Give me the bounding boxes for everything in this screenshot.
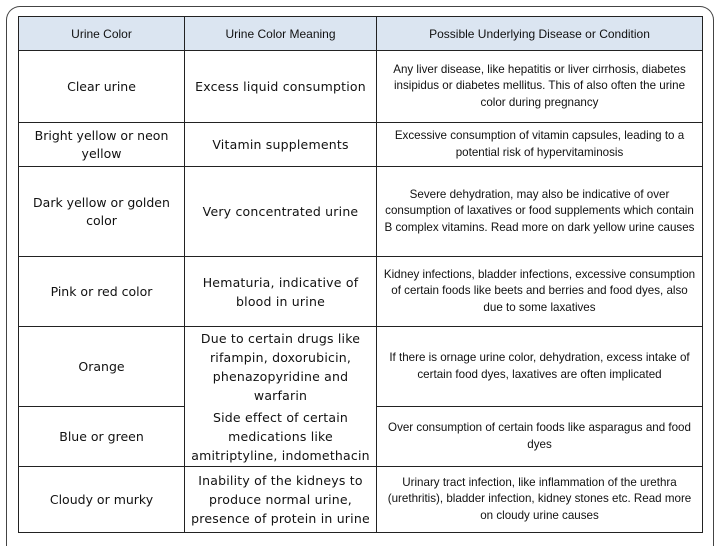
cell-condition: Over consumption of certain foods like asparagus and food dyes: [377, 407, 703, 467]
table-row: [19, 327, 703, 407]
header-urine-color: Urine Color: [19, 17, 185, 51]
header-condition: Possible Underlying Disease or Condition: [377, 17, 703, 51]
cell-color: Blue or green: [19, 407, 185, 467]
cell-condition: Any liver disease, like hepatitis or liver cirrhosis, diabetes insipidus or diabetes mellitus. This of also often the urine color during pregnancy: [377, 51, 703, 123]
cell-color: Bright yellow or neon yellow: [19, 123, 185, 167]
cell-color: Cloudy or murky: [19, 467, 185, 533]
cell-condition: Severe dehydration, may also be indicative of over consumption of laxatives or food supplements which contain B complex vitamins. Read more on dark yellow urine causes: [377, 167, 703, 257]
cell-meaning: Due to certain drugs like rifampin, doxorubicin, phenazopyridine and warfarin: [185, 327, 377, 407]
table-row: [19, 51, 703, 123]
table-row: [19, 257, 703, 327]
cell-color: Clear urine: [19, 51, 185, 123]
cell-condition: Urinary tract infection, like inflammation of the urethra (urethritis), bladder infection, kidney stones etc. Read more on cloudy urine causes: [377, 467, 703, 533]
cell-color: Dark yellow or golden color: [19, 167, 185, 257]
cell-color: Pink or red color: [19, 257, 185, 327]
urine-color-table: [18, 16, 703, 533]
cell-condition: Kidney infections, bladder infections, excessive consumption of certain foods like beets and berries and food dyes, also due to some laxatives: [377, 257, 703, 327]
cell-meaning: Inability of the kidneys to produce normal urine, presence of protein in urine: [185, 467, 377, 533]
table-row: [19, 407, 703, 467]
header-color-meaning: Urine Color Meaning: [185, 17, 377, 51]
cell-condition: If there is ornage urine color, dehydration, excess intake of certain food dyes, laxatives are often implicated: [377, 327, 703, 407]
cell-meaning: Very concentrated urine: [185, 167, 377, 257]
table-row: [19, 123, 703, 167]
header-row: [19, 17, 703, 51]
table-row: [19, 167, 703, 257]
cell-condition: Excessive consumption of vitamin capsules, leading to a potential risk of hypervitaminosis: [377, 123, 703, 167]
cell-meaning: Vitamin supplements: [185, 123, 377, 167]
cell-meaning: Side effect of certain medications like amitriptyline, indomethacin: [185, 407, 377, 467]
cell-meaning: Hematuria, indicative of blood in urine: [185, 257, 377, 327]
cell-meaning: Excess liquid consumption: [185, 51, 377, 123]
table-row: [19, 467, 703, 533]
cell-color: Orange: [19, 327, 185, 407]
